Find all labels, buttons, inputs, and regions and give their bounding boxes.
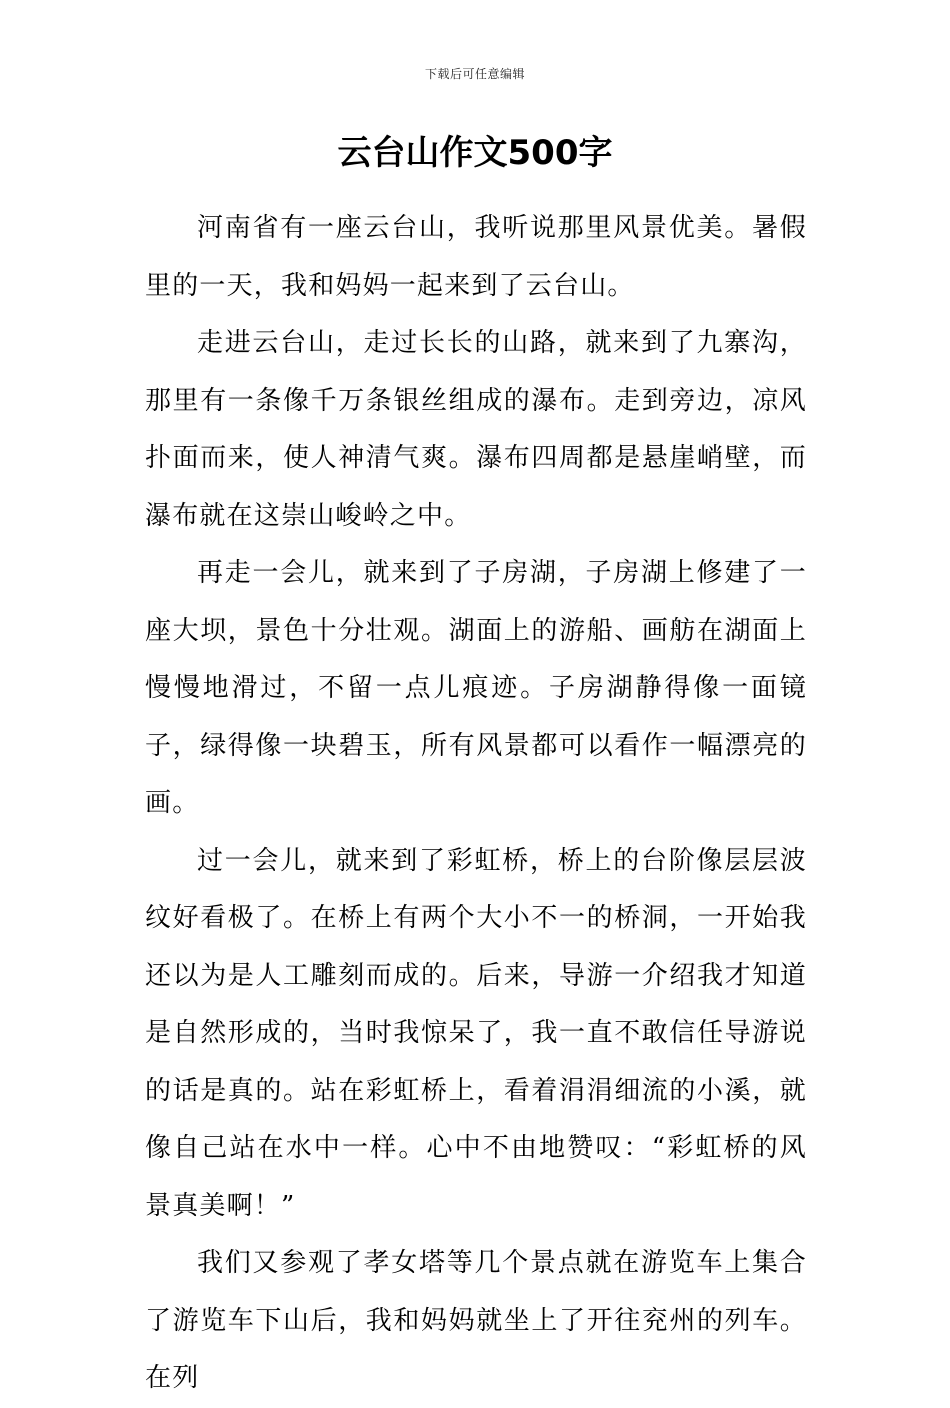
paragraph: 我们又参观了孝女塔等几个景点就在游览车上集合了游览车下山后，我和妈妈就坐上了开往兖州的列车。在列 <box>145 1248 807 1393</box>
paragraph: 河南省有一座云台山，我听说那里风景优美。暑假里的一天，我和妈妈一起来到了云台山。 <box>145 213 807 301</box>
document-title: 云台山作文500字 <box>337 133 613 173</box>
paragraph: 走进云台山，走过长长的山路，就来到了九寨沟，那里有一条像千万条银丝组成的瀑布。走到旁边，凉风扑面而来，使人神清气爽。瀑布四周都是悬崖峭壁，而瀑布就在这崇山峻岭之中。 <box>145 328 807 531</box>
document-body <box>145 200 807 1408</box>
header-note: 下载后可任意编辑 <box>424 67 525 81</box>
paragraph: 再走一会儿，就来到了子房湖，子房湖上修建了一座大坝，景色十分壮观。湖面上的游船、画舫在湖面上慢慢地滑过，不留一点儿痕迹。子房湖静得像一面镜子，绿得像一块碧玉，所有风景都可以看作一幅漂亮的画。 <box>145 558 807 818</box>
paragraph: 过一会儿，就来到了彩虹桥，桥上的台阶像层层波纹好看极了。在桥上有两个大小不一的桥洞，一开始我还以为是人工雕刻而成的。后来，导游一介绍我才知道是自然形成的，当时我惊呆了，我一直不敢信任导游说的话是真的。站在彩虹桥上，看着涓涓细流的小溪，就像自己站在水中一样。心中不由地赞叹：“彩虹桥的风景真美啊！” <box>145 845 807 1221</box>
